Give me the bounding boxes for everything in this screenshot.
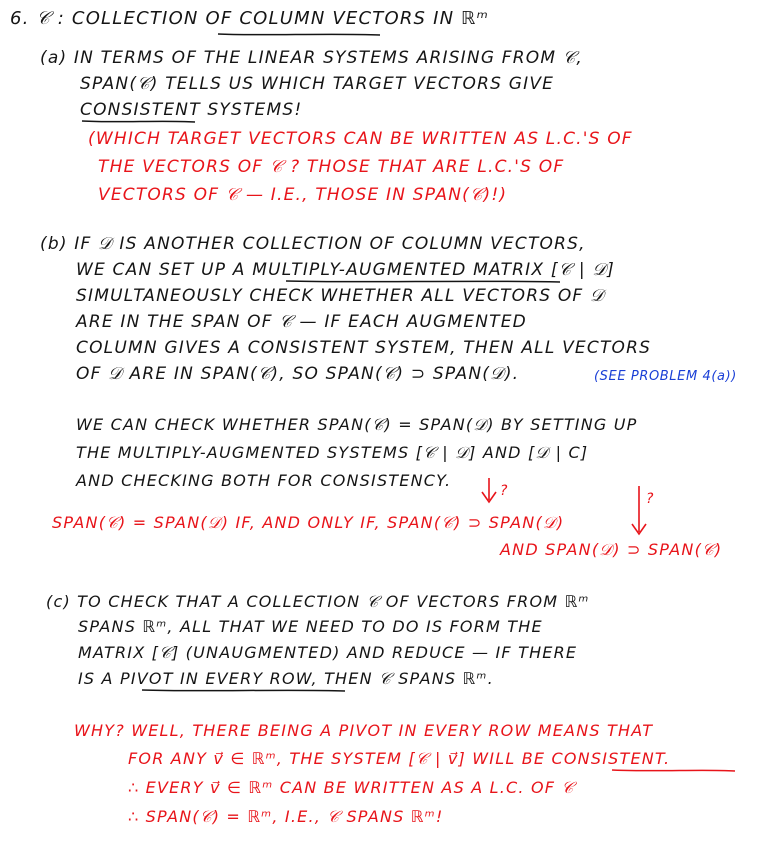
- span-equivalence-line-2: AND SPAN(𝒟) ⊃ SPAN(𝒞): [500, 540, 723, 559]
- part-b-line-6: OF 𝒟 ARE IN SPAN(𝒞), SO SPAN(𝒞) ⊃ SPAN(𝒟).: [76, 364, 520, 384]
- why-line-2: FOR ANY v⃗ ∈ ℝᵐ, THE SYSTEM [𝒞 | v⃗] WILL BE CONSISTENT.: [128, 749, 671, 768]
- part-a-comment-line-1: (WHICH TARGET VECTORS CAN BE WRITTEN AS L.C.'S OF: [88, 129, 633, 149]
- part-c-line-2: SPANS ℝᵐ, ALL THAT WE NEED TO DO IS FORM THE: [78, 617, 543, 636]
- part-b-line-4: ARE IN THE SPAN OF 𝒞 — IF EACH AUGMENTED: [76, 312, 527, 332]
- arrow-question-mark-1: ?: [500, 483, 509, 499]
- part-a-line-2: SPAN(𝒞) TELLS US WHICH TARGET VECTORS GIVE: [80, 74, 555, 94]
- part-a-line-1: (a) IN TERMS OF THE LINEAR SYSTEMS ARISING FROM 𝒞,: [40, 48, 584, 68]
- part-b-check-line-3: AND CHECKING BOTH FOR CONSISTENCY.: [76, 471, 452, 490]
- part-c-line-1: (c) TO CHECK THAT A COLLECTION 𝒞 OF VECTORS FROM ℝᵐ: [46, 592, 590, 611]
- part-b-line-2: WE CAN SET UP A MULTIPLY-AUGMENTED MATRIX [𝒞 | 𝒟]: [76, 260, 615, 280]
- see-problem-note: (SEE PROBLEM 4(a)): [594, 369, 737, 384]
- underline-pivot-in-every-row: [142, 690, 345, 691]
- underline-multiply-augmented-matrix: [286, 281, 560, 282]
- part-a-line-3: CONSISTENT SYSTEMS!: [80, 100, 303, 120]
- part-b-line-5: COLUMN GIVES A CONSISTENT SYSTEM, THEN ALL VECTORS: [76, 338, 652, 358]
- part-c-line-3: MATRIX [𝒞] (UNAUGMENTED) AND REDUCE — IF THERE: [78, 643, 578, 662]
- part-b-check-line-1: WE CAN CHECK WHETHER SPAN(𝒞) = SPAN(𝒟) BY SETTING UP: [76, 415, 638, 434]
- underline-consistent-why: [612, 770, 735, 771]
- part-b-check-line-2: THE MULTIPLY-AUGMENTED SYSTEMS [𝒞 | 𝒟] AND [𝒟 | C]: [76, 443, 589, 462]
- part-b-line-1: (b) IF 𝒟 IS ANOTHER COLLECTION OF COLUMN VECTORS,: [40, 234, 586, 254]
- span-equivalence-line-1: SPAN(𝒞) = SPAN(𝒟) IF, AND ONLY IF, SPAN(𝒞) ⊃ SPAN(𝒟): [52, 513, 565, 532]
- why-line-3: ∴ EVERY v⃗ ∈ ℝᵐ CAN BE WRITTEN AS A L.C. OF 𝒞: [128, 778, 575, 797]
- why-line-4: ∴ SPAN(𝒞) = ℝᵐ, I.E., 𝒞 SPANS ℝᵐ!: [128, 807, 444, 826]
- heading: 6. 𝒞 : COLLECTION OF COLUMN VECTORS IN ℝᵐ: [10, 8, 490, 29]
- underline-column-vectors: [218, 34, 380, 35]
- why-line-1: WHY? WELL, THERE BEING A PIVOT IN EVERY ROW MEANS THAT: [74, 721, 654, 740]
- part-b-line-3: SIMULTANEOUSLY CHECK WHETHER ALL VECTORS OF 𝒟: [76, 286, 605, 306]
- underline-consistent: [82, 121, 195, 122]
- part-c-line-4: IS A PIVOT IN EVERY ROW, THEN 𝒞 SPANS ℝᵐ.: [78, 669, 494, 688]
- part-a-comment-line-2: THE VECTORS OF 𝒞 ? THOSE THAT ARE L.C.'S OF: [98, 157, 565, 177]
- arrow-question-mark-2: ?: [646, 491, 655, 507]
- part-a-comment-line-3: VECTORS OF 𝒞 — I.E., THOSE IN SPAN(𝒞)!): [98, 185, 508, 205]
